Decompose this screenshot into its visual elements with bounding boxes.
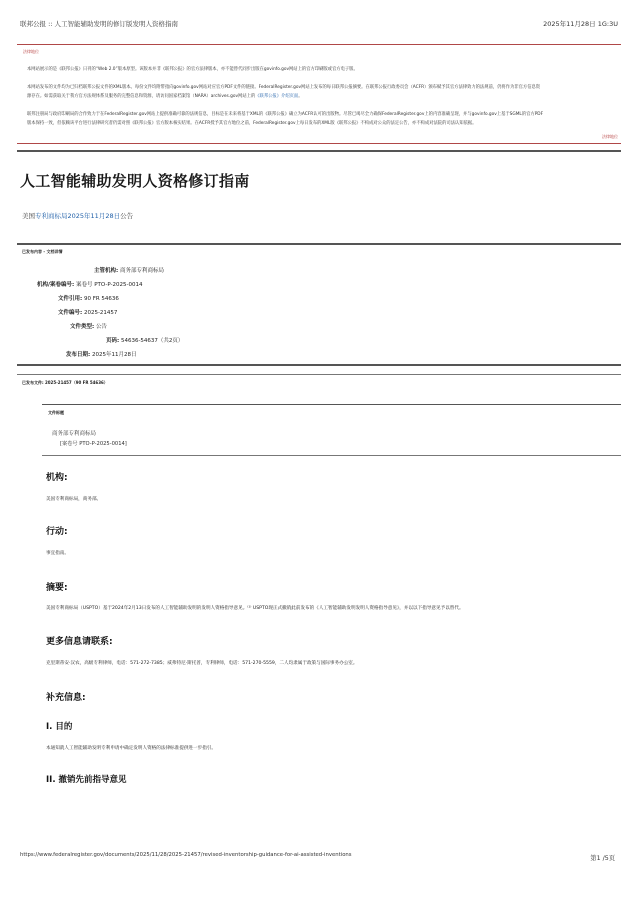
agency-heading: 机构:: [46, 473, 68, 483]
legal-notice-p2c: 。: [298, 94, 303, 99]
legal-notice-p3a: 联邦注册局与政府印刷局的合作致力于在FederalRegister.gov网站上提供准确可靠的法规信息，目标是在未来将基于XML的《联邦公报》确立为ACFR认可的出版物。尽管已竭尽全力确保FederalRegister.gov上的内容准确呈现，并与govinfo.gov上基于SGML的官方PDF: [27, 112, 544, 117]
detail-row-citation: [58, 294, 119, 302]
document-title: 人工智能辅助发明人资格修订指南: [20, 172, 250, 190]
detail-value: 案卷号 PTO-P-2025-0014: [75, 282, 143, 288]
detail-value: 2025-21457: [83, 310, 118, 316]
detail-value: 90 FR 54636: [83, 296, 119, 302]
headings-agency: 商务部专利商标局: [52, 431, 97, 437]
document-details-caption: 已发布内容 - 文档详情: [22, 249, 63, 254]
divider: [17, 364, 621, 366]
legal-notice-paragraph-2: [27, 83, 613, 101]
detail-row-document-number: [58, 308, 117, 316]
headings-docket: [案卷号 PTO-P-2025-0014]: [60, 441, 127, 447]
about-federal-register-link[interactable]: 《联邦公报》介绍页面: [255, 94, 299, 99]
purpose-text: 本通知就人工智能辅助发明专利申请中确定发明人资格的法律标准提供进一步指引。: [46, 746, 216, 751]
detail-value: 54636-54637（共2页）: [120, 338, 184, 344]
byline-prefix: 美国: [22, 212, 35, 220]
detail-value: 公告: [95, 324, 107, 330]
footer-url: https://www.federalregister.gov/documents/2025/11/28/2025-21457/revised-inventorship-guidance-for-ai-assisted-inventions: [20, 852, 352, 858]
legal-status-tag-right: 法律地位: [602, 134, 618, 139]
page-number: 第1 /5页: [590, 855, 615, 862]
document-headings-box: [42, 404, 621, 453]
print-datetime: 2025年11月28日 1G:3U: [543, 20, 618, 28]
action-text: 事宜指南。: [46, 551, 69, 556]
detail-label: 页码:: [106, 338, 120, 344]
detail-label: 文件引用:: [58, 296, 83, 302]
detail-row-publication-date: [66, 350, 136, 358]
document-headings-label: 文件标题: [48, 410, 64, 415]
detail-row-pages: [106, 336, 183, 344]
detail-value: 商务部专利商标局: [119, 268, 164, 274]
document-byline: [22, 211, 133, 220]
byline-suffix: 公告: [120, 212, 134, 220]
legal-notice-p3b: 版本保持一致，但依赖该平台进行法律研究者仍需对照《联邦公报》官方版本核实结果。在ACFR授予其官方地位之前，FederalRegister.gov上每日发布的XML版《联邦公报》不构成对公众的法定公告，亦不构成对法院的司法认知依据。: [27, 121, 477, 126]
purpose-heading: I. 目的: [46, 722, 73, 732]
published-document-caption: 已发布文件: 2025-21457（90 FR 54636）: [22, 380, 108, 385]
detail-value: 2025年11月28日: [91, 352, 137, 358]
detail-label: 文件编号:: [58, 310, 83, 316]
summary-text: 美国专利商标局（USPTO）基于2024年2月13日发布的人工智能辅助发明的发明人资格指导意见。⁽¹⁾ USPTO现正式撤销此前发布的《人工智能辅助发明发明人资格指导意见》，并以以下指导意见予以替代。: [46, 606, 464, 611]
browser-page-title: 联邦公报 :: 人工智能辅助发明的修订版发明人资格指南: [20, 20, 179, 28]
withdrawal-heading: II. 撤销先前指导意见: [46, 775, 127, 785]
action-heading: 行动:: [46, 527, 68, 537]
contact-text: 克里斯蒂安·汉农，高级专利律师，电话：571-272-7385；威弗特尼·斯托普，专利律师，电话：571-270-5559，二人均隶属于政策与国际事务办公室。: [46, 661, 358, 666]
legal-status-tag: 法律地位: [23, 49, 39, 54]
divider: [17, 150, 621, 152]
detail-label: 主管机构:: [94, 268, 119, 274]
detail-row-document-type: [70, 322, 107, 330]
contact-heading: 更多信息请联系:: [46, 637, 113, 647]
legal-notice-paragraph-1: 本网站展示的是《联邦公报》日刊的“Web 2.0”版本原型。该版本并非《联邦公报》的官方法律版本，亦不能替代同步出版在govinfo.gov网站上的官方印刷版或官方电子版。: [27, 67, 358, 72]
agency-link[interactable]: 专利商标局: [35, 212, 68, 220]
supplementary-info-heading: 补充信息:: [46, 693, 86, 703]
detail-label: 发布日期:: [66, 352, 91, 358]
divider: [17, 243, 621, 245]
detail-label: 文件类型:: [70, 324, 95, 330]
legal-notice-paragraph-3: [27, 110, 613, 128]
detail-row-docket: [37, 280, 143, 288]
legal-notice-p2b: 源存在。如需获取关于我方官方法规体系及服务的完整信息和资源，请访问国家档案馆（NARA）archives.gov网站上的: [27, 94, 256, 99]
legal-notice-p2a: 本网站发布的文件均为已归档联邦公报文件的XML版本。每份文件均附带指向govinfo.gov网站对应官方PDF文件的链接。FederalRegister.gov网站上发布的每日联邦公报摘要。在联邦公报行政委员会（ACFR）颁布赋予其官方法律效力的法规前，仍将作为非官方信息资: [27, 85, 541, 90]
legal-status-notice: [17, 44, 621, 144]
detail-label: 机构/案卷编号:: [37, 282, 75, 288]
detail-row-agency: [94, 266, 164, 274]
divider: [17, 374, 621, 375]
agency-text: 美国专利商标局，商务部。: [46, 497, 102, 502]
summary-heading: 摘要:: [46, 583, 68, 593]
divider: [42, 455, 621, 456]
publication-date-link[interactable]: 2025年11月28日: [67, 212, 121, 220]
